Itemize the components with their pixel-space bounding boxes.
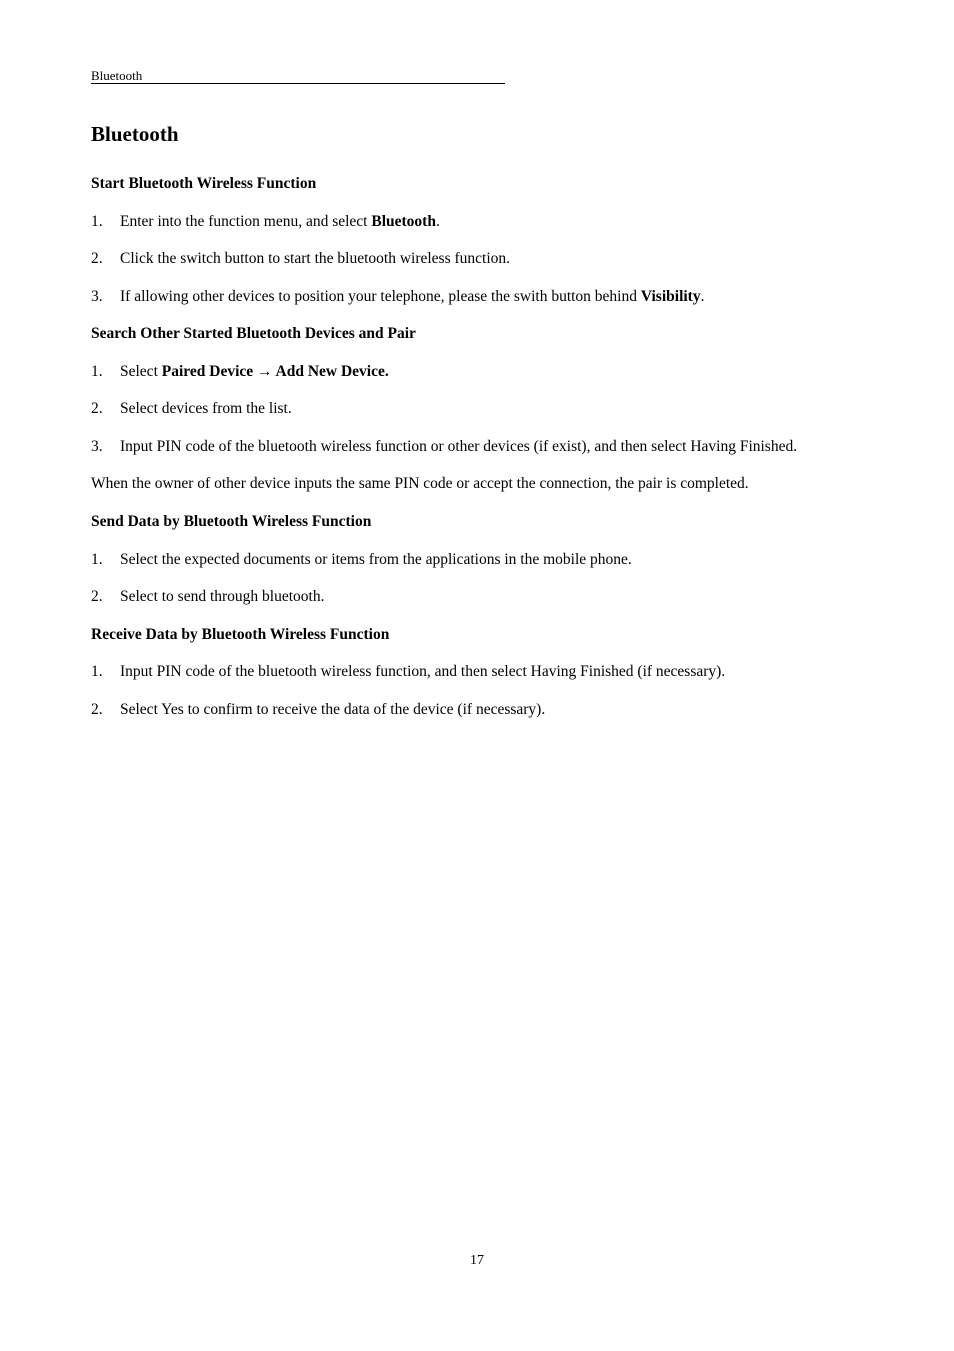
list-item <box>91 399 292 419</box>
list-item <box>91 212 440 232</box>
list-number: 2. <box>91 701 103 718</box>
list-number: 1. <box>91 663 103 680</box>
list-text: Input PIN code of the bluetooth wireless function, and then select Having Finished (if necessary). <box>120 663 726 680</box>
list-text: Input PIN code of the bluetooth wireless function or other devices (if exist), and then select Having Finished. <box>120 438 798 455</box>
list-item <box>91 249 510 269</box>
menu-term: Bluetooth <box>371 213 436 230</box>
list-text: Click the switch button to start the bluetooth wireless function. <box>120 250 511 267</box>
list-number: 3. <box>91 438 103 455</box>
list-text-end: . <box>700 288 705 305</box>
list-item <box>91 550 632 570</box>
list-item <box>91 700 545 720</box>
list-item <box>91 437 797 457</box>
list-number: 2. <box>91 250 103 267</box>
page-number: 17 <box>470 1253 484 1268</box>
list-number: 3. <box>91 288 103 305</box>
list-item <box>91 662 725 682</box>
section-heading-start-bluetooth: Start Bluetooth Wireless Function <box>91 175 317 192</box>
list-number: 1. <box>91 363 103 380</box>
pairing-note: When the owner of other device inputs the same PIN code or accept the connection, the pair is completed. <box>91 475 749 492</box>
section-heading-receive-data: Receive Data by Bluetooth Wireless Function <box>91 626 390 643</box>
list-item <box>91 287 704 307</box>
list-item <box>91 587 324 607</box>
list-number: 2. <box>91 588 103 605</box>
list-text: Enter into the function menu, and select <box>120 213 372 230</box>
list-text: Select the expected documents or items from the applications in the mobile phone. <box>120 551 632 568</box>
running-header: Bluetooth <box>91 68 505 84</box>
list-number: 2. <box>91 400 103 417</box>
list-text-end: . <box>435 213 440 230</box>
list-text: Select Yes to confirm to receive the data of the device (if necessary). <box>120 701 546 718</box>
section-heading-send-data: Send Data by Bluetooth Wireless Function <box>91 513 372 530</box>
list-text: Select <box>120 363 162 380</box>
list-item <box>91 362 389 382</box>
menu-term: Paired Device → Add New Device. <box>161 363 389 380</box>
list-text: Select devices from the list. <box>120 400 292 417</box>
section-heading-search-pair: Search Other Started Bluetooth Devices and Pair <box>91 325 416 342</box>
list-number: 1. <box>91 551 103 568</box>
list-text: Select to send through bluetooth. <box>120 588 325 605</box>
menu-term: Visibility <box>640 288 701 305</box>
list-number: 1. <box>91 213 103 230</box>
page-title: Bluetooth <box>91 122 179 146</box>
list-text: If allowing other devices to position your telephone, please the swith button behind <box>120 288 641 305</box>
